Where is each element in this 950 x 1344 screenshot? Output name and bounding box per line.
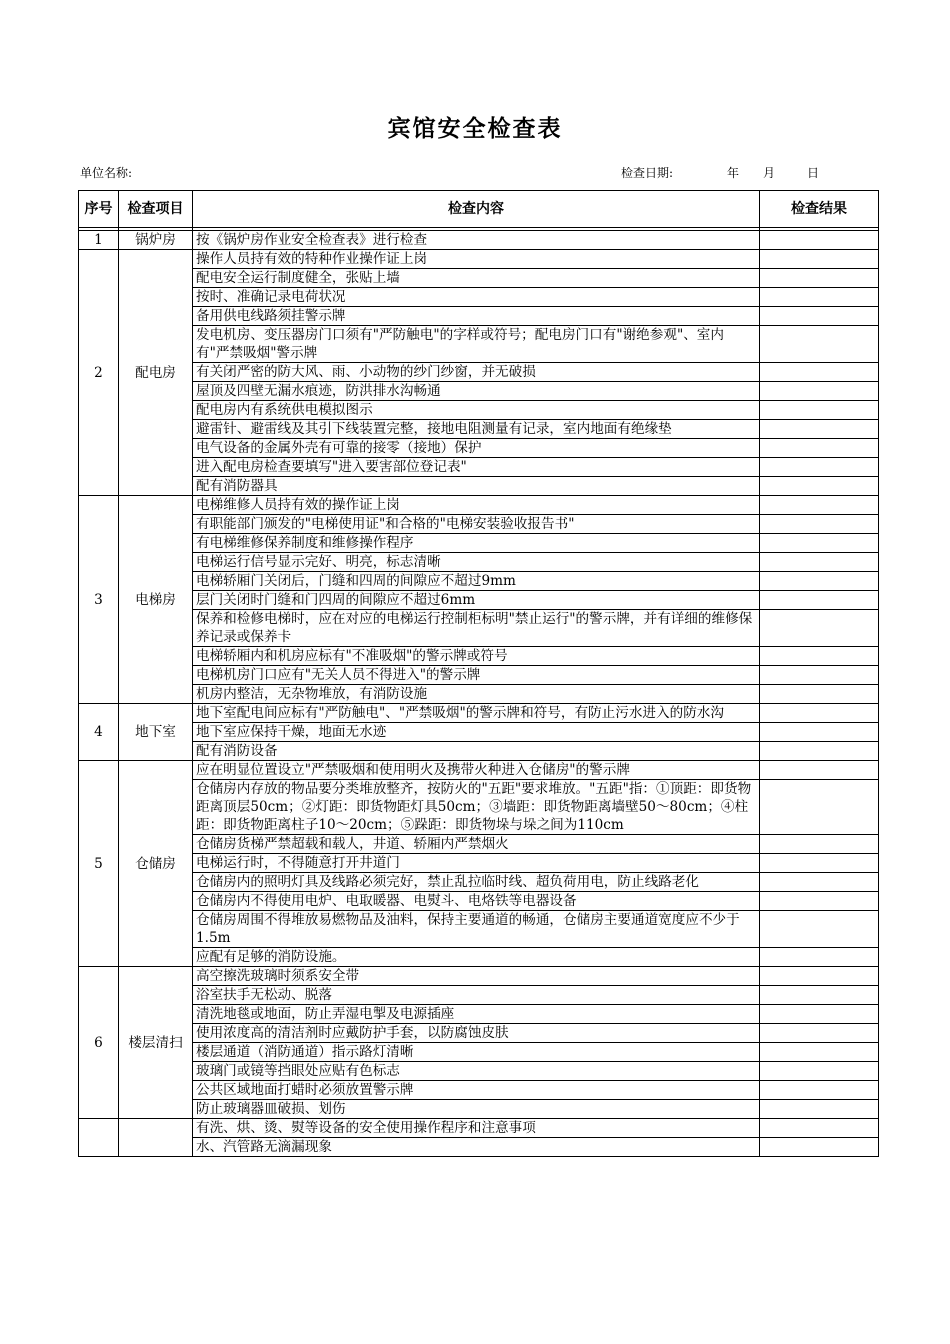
- check-result-cell[interactable]: [760, 1119, 879, 1138]
- section-item: 配电房: [119, 250, 193, 496]
- check-result-cell[interactable]: [760, 1043, 879, 1062]
- header-item: 检查项目: [119, 191, 193, 228]
- table-row: [79, 326, 879, 363]
- check-content: 防止玻璃器皿破损、划伤: [193, 1100, 760, 1119]
- check-content: 配有消防设备: [193, 742, 760, 761]
- table-row: [79, 420, 879, 439]
- check-result-cell[interactable]: [760, 382, 879, 401]
- table-row: [79, 269, 879, 288]
- check-result-cell[interactable]: [760, 477, 879, 496]
- table-row: [79, 231, 879, 250]
- check-content: 应配有足够的消防设施。: [193, 948, 760, 967]
- header-result: 检查结果: [760, 191, 879, 228]
- table-row: [79, 307, 879, 326]
- check-result-cell[interactable]: [760, 742, 879, 761]
- table-row: [79, 1005, 879, 1024]
- table-row: [79, 439, 879, 458]
- check-content: 机房内整洁，无杂物堆放，有消防设施: [193, 685, 760, 704]
- table-row: [79, 911, 879, 948]
- check-content: 水、汽管路无滴漏现象: [193, 1138, 760, 1157]
- table-row: [79, 496, 879, 515]
- table-row: [79, 610, 879, 647]
- check-result-cell[interactable]: [760, 986, 879, 1005]
- check-result-cell[interactable]: [760, 439, 879, 458]
- table-row: [79, 288, 879, 307]
- check-content: 配电安全运行制度健全，张贴上墙: [193, 269, 760, 288]
- check-content: 电梯轿厢门关闭后，门缝和四周的间隙应不超过9mm: [193, 572, 760, 591]
- section-item: 仓储房: [119, 761, 193, 967]
- inspection-date-label: [621, 164, 819, 181]
- check-result-cell[interactable]: [760, 1005, 879, 1024]
- check-content: 仓储房内存放的物品要分类堆放整齐，按防火的"五距"要求堆放。"五距"指：①顶距：即货物距离顶层50cm；②灯距：即货物距灯具50cm；③墙距：即货物距离墙壁50～80cm；④柱距：即货物距离柱子10～20cm；⑤跺距：即货物垛与垛之间为110cm: [193, 780, 760, 835]
- check-content: 电梯维修人员持有效的操作证上岗: [193, 496, 760, 515]
- section-number: 6: [79, 967, 119, 1119]
- check-content: 有职能部门颁发的"电梯使用证"和合格的"电梯安装验收报告书": [193, 515, 760, 534]
- section-item: 锅炉房: [119, 231, 193, 250]
- table-row: [79, 1062, 879, 1081]
- check-content: 高空擦洗玻璃时须系安全带: [193, 967, 760, 986]
- check-result-cell[interactable]: [760, 1081, 879, 1100]
- check-result-cell[interactable]: [760, 835, 879, 854]
- date-label: 检查日期:: [621, 166, 674, 180]
- table-row: [79, 967, 879, 986]
- table-row: [79, 1119, 879, 1138]
- check-content: 仓储房内的照明灯具及线路必须完好，禁止乱拉临时线、超负荷用电，防止线路老化: [193, 873, 760, 892]
- section-item: [119, 1119, 193, 1157]
- table-row: [79, 666, 879, 685]
- checklist-body: [79, 231, 879, 1157]
- header-num: 序号: [79, 191, 119, 228]
- table-row: [79, 986, 879, 1005]
- check-result-cell[interactable]: [760, 1062, 879, 1081]
- safety-checklist-table: [78, 190, 879, 1157]
- check-result-cell[interactable]: [760, 515, 879, 534]
- check-result-cell[interactable]: [760, 723, 879, 742]
- section-number: 2: [79, 250, 119, 496]
- date-month: 月: [763, 166, 776, 180]
- table-row: [79, 382, 879, 401]
- table-row: [79, 250, 879, 269]
- check-result-cell[interactable]: [760, 685, 879, 704]
- check-content: 按《锅炉房作业安全检查表》进行检查: [193, 231, 760, 250]
- check-result-cell[interactable]: [760, 1100, 879, 1119]
- date-day: 日: [807, 166, 820, 180]
- check-content: 层门关闭时门缝和门四周的间隙应不超过6mm: [193, 591, 760, 610]
- table-row: [79, 477, 879, 496]
- check-result-cell[interactable]: [760, 1138, 879, 1157]
- check-content: 电气设备的金属外壳有可靠的接零（接地）保护: [193, 439, 760, 458]
- section-item: 地下室: [119, 704, 193, 761]
- table-row: [79, 685, 879, 704]
- check-result-cell[interactable]: [760, 496, 879, 515]
- table-row: [79, 948, 879, 967]
- check-content: 电梯轿厢内和机房应标有"不准吸烟"的警示牌或符号: [193, 647, 760, 666]
- page-title: 宾馆安全检查表: [387, 115, 563, 142]
- check-result-cell[interactable]: [760, 307, 879, 326]
- section-number: 5: [79, 761, 119, 967]
- check-content: 楼层通道（消防通道）指示路灯清晰: [193, 1043, 760, 1062]
- check-content: 仓储房内不得使用电炉、电取暖器、电熨斗、电烙铁等电器设备: [193, 892, 760, 911]
- check-content: 应在明显位置设立"严禁吸烟和使用明火及携带火种进入仓储房"的警示牌: [193, 761, 760, 780]
- check-result-cell[interactable]: [760, 704, 879, 723]
- check-result-cell[interactable]: [760, 666, 879, 685]
- check-result-cell[interactable]: [760, 458, 879, 477]
- check-content: 电梯运行信号显示完好、明亮，标志清晰: [193, 553, 760, 572]
- check-content: 地下室应保持干燥，地面无水迹: [193, 723, 760, 742]
- table-row: [79, 401, 879, 420]
- check-result-cell[interactable]: [760, 892, 879, 911]
- section-number: [79, 1119, 119, 1157]
- date-year: 年: [727, 166, 740, 180]
- section-item: 楼层清扫: [119, 967, 193, 1119]
- table-row: [79, 892, 879, 911]
- check-content: 有关闭严密的防大风、雨、小动物的纱门纱窗，并无破损: [193, 363, 760, 382]
- check-result-cell[interactable]: [760, 363, 879, 382]
- check-content: 玻璃门或镜等挡眼处应贴有色标志: [193, 1062, 760, 1081]
- table-row: [79, 742, 879, 761]
- table-row: [79, 1138, 879, 1157]
- check-result-cell[interactable]: [760, 401, 879, 420]
- check-result-cell[interactable]: [760, 288, 879, 307]
- check-result-cell[interactable]: [760, 250, 879, 269]
- check-result-cell[interactable]: [760, 572, 879, 591]
- check-result-cell[interactable]: [760, 1024, 879, 1043]
- check-content: 有电梯维修保养制度和维修操作程序: [193, 534, 760, 553]
- table-row: [79, 723, 879, 742]
- section-number: 3: [79, 496, 119, 704]
- check-content: 保养和检修电梯时，应在对应的电梯运行控制柜标明"禁止运行"的警示牌，并有详细的维修保养记录或保养卡: [193, 610, 760, 647]
- check-content: 使用浓度高的清洁剂时应戴防护手套，以防腐蚀皮肤: [193, 1024, 760, 1043]
- table-row: [79, 515, 879, 534]
- check-content: 配电房内有系统供电模拟图示: [193, 401, 760, 420]
- table-row: [79, 704, 879, 723]
- table-row: [79, 572, 879, 591]
- check-result-cell[interactable]: [760, 948, 879, 967]
- check-content: 屋顶及四壁无漏水痕迹，防洪排水沟畅通: [193, 382, 760, 401]
- check-result-cell[interactable]: [760, 873, 879, 892]
- check-content: 电梯机房门口应有"无关人员不得进入"的警示牌: [193, 666, 760, 685]
- table-row: [79, 835, 879, 854]
- check-result-cell[interactable]: [760, 326, 879, 363]
- check-result-cell[interactable]: [760, 911, 879, 948]
- check-content: 地下室配电间应标有"严防触电"、"严禁吸烟"的警示牌和符号，有防止污水进入的防水沟: [193, 704, 760, 723]
- table-row: [79, 1100, 879, 1119]
- table-row: [79, 873, 879, 892]
- check-content: 操作人员持有效的特种作业操作证上岗: [193, 250, 760, 269]
- unit-name-label: 单位名称:: [80, 166, 133, 180]
- check-result-cell[interactable]: [760, 854, 879, 873]
- check-result-cell[interactable]: [760, 534, 879, 553]
- check-result-cell[interactable]: [760, 780, 879, 835]
- table-row: [79, 761, 879, 780]
- table-row: [79, 534, 879, 553]
- table-row: [79, 591, 879, 610]
- check-content: 有洗、烘、烫、熨等设备的安全使用操作程序和注意事项: [193, 1119, 760, 1138]
- table-row: [79, 1043, 879, 1062]
- table-row: [79, 1081, 879, 1100]
- check-content: 配有消防器具: [193, 477, 760, 496]
- table-header-row: [79, 191, 879, 228]
- check-content: 公共区域地面打蜡时必须放置警示牌: [193, 1081, 760, 1100]
- check-result-cell[interactable]: [760, 553, 879, 572]
- check-result-cell[interactable]: [760, 231, 879, 250]
- table-row: [79, 647, 879, 666]
- check-result-cell[interactable]: [760, 591, 879, 610]
- section-number: 1: [79, 231, 119, 250]
- check-result-cell[interactable]: [760, 420, 879, 439]
- check-result-cell[interactable]: [760, 647, 879, 666]
- table-row: [79, 458, 879, 477]
- header-content: 检查内容: [193, 191, 760, 228]
- check-content: 清洗地毯或地面，防止弄湿电掣及电源插座: [193, 1005, 760, 1024]
- table-row: [79, 854, 879, 873]
- table-row: [79, 1024, 879, 1043]
- check-content: 仓储房周围不得堆放易燃物品及油料，保持主要通道的畅通，仓储房主要通道宽度应不少于1.5m: [193, 911, 760, 948]
- check-content: 浴室扶手无松动、脱落: [193, 986, 760, 1005]
- table-row: [79, 780, 879, 835]
- check-result-cell[interactable]: [760, 761, 879, 780]
- check-result-cell[interactable]: [760, 269, 879, 288]
- check-content: 进入配电房检查要填写"进入要害部位登记表": [193, 458, 760, 477]
- check-result-cell[interactable]: [760, 610, 879, 647]
- check-result-cell[interactable]: [760, 967, 879, 986]
- table-row: [79, 553, 879, 572]
- check-content: 避雷针、避雷线及其引下线装置完整，接地电阻测量有记录，室内地面有绝缘垫: [193, 420, 760, 439]
- check-content: 仓储房货梯严禁超载和载人，井道、轿厢内严禁烟火: [193, 835, 760, 854]
- section-number: 4: [79, 704, 119, 761]
- section-item: 电梯房: [119, 496, 193, 704]
- table-row: [79, 363, 879, 382]
- check-content: 电梯运行时，不得随意打开井道门: [193, 854, 760, 873]
- check-content: 按时、准确记录电荷状况: [193, 288, 760, 307]
- check-content: 备用供电线路须挂警示牌: [193, 307, 760, 326]
- check-content: 发电机房、变压器房门口须有"严防触电"的字样或符号；配电房门口有"谢绝参观"、室内有"严禁吸烟"警示牌: [193, 326, 760, 363]
